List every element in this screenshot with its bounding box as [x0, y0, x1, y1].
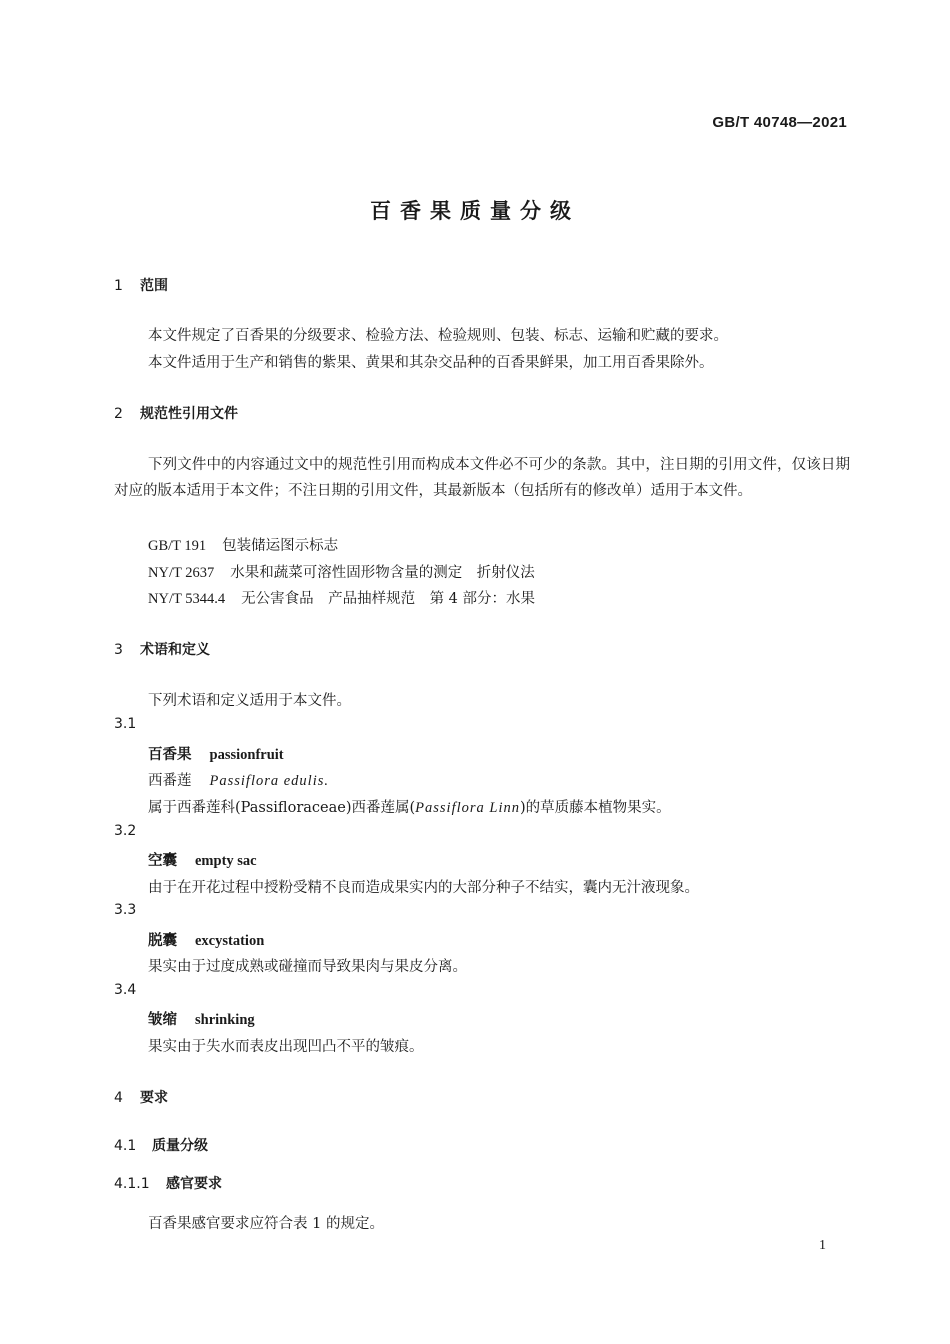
section-4-heading — [114, 1087, 168, 1107]
section-title: 术语和定义 — [140, 642, 210, 658]
clause-number: 3.3 — [114, 902, 137, 918]
term-en: shrinking — [195, 1012, 255, 1028]
term-definition: 果实由于过度成熟或碰撞而导致果肉与果皮分离。 — [148, 959, 467, 975]
definition-part: 属于西番莲科(Passifloraceae)西番莲属( — [148, 800, 416, 816]
definition-latin: Passiflora Linn — [415, 800, 520, 816]
section-1-heading — [114, 275, 168, 295]
term-zh: 脱囊 — [148, 933, 177, 949]
paragraph: 百香果感官要求应符合表 1 的规定。 — [148, 1216, 384, 1232]
term-definition: 果实由于失水而表皮出现凹凸不平的皱痕。 — [148, 1039, 424, 1055]
term-definition: 由于在开花过程中授粉受精不良而造成果实内的大部分种子不结实，囊内无汁液现象。 — [148, 880, 699, 896]
reference-item — [148, 587, 535, 608]
term-definition — [148, 796, 671, 817]
section-title: 感官要求 — [166, 1176, 222, 1192]
page-number: 1 — [819, 1238, 826, 1253]
term-en: passionfruit — [209, 747, 284, 763]
section-3-heading — [114, 639, 210, 659]
reference-title: 包装储运图示标志 — [222, 538, 339, 554]
reference-title: 无公害食品 产品抽样规范 第 4 部分：水果 — [241, 591, 536, 607]
section-title: 规范性引用文件 — [140, 406, 238, 422]
document-title: 百香果质量分级 — [370, 199, 580, 223]
alias-latin: Passiflora edulis. — [209, 773, 330, 789]
section-number: 4.1.1 — [114, 1176, 150, 1192]
reference-item — [148, 534, 338, 555]
section-title: 质量分级 — [152, 1138, 208, 1154]
subsection-4-1-heading — [114, 1135, 208, 1155]
paragraph: 下列术语和定义适用于本文件。 — [148, 693, 351, 709]
term-zh: 百香果 — [148, 747, 192, 763]
section-title: 要求 — [140, 1090, 168, 1106]
definition-part: )的草质藤本植物果实。 — [520, 800, 671, 816]
section-number: 4 — [114, 1090, 123, 1106]
section-number: 2 — [114, 406, 123, 422]
paragraph: 下列文件中的内容通过文中的规范性引用而构成本文件必不可少的条款。其中，注日期的引用文件，仅该日期对应的版本适用于本文件；不注日期的引用文件，其最新版本（包括所有的修改单）适用于本文件。 — [114, 457, 850, 499]
term-entry — [148, 929, 264, 950]
standard-number: GB/T 40748—2021 — [712, 114, 847, 131]
reference-code: GB/T 191 — [148, 538, 207, 554]
reference-item — [148, 561, 535, 582]
section-number: 4.1 — [114, 1138, 137, 1154]
term-en: empty sac — [195, 853, 257, 869]
subsection-4-1-1-heading — [114, 1173, 222, 1193]
alias-zh: 西番莲 — [148, 773, 192, 789]
term-entry — [148, 743, 284, 764]
reference-code: NY/T 5344.4 — [148, 591, 226, 607]
paragraph: 本文件适用于生产和销售的紫果、黄果和其杂交品种的百香果鲜果，加工用百香果除外。 — [148, 355, 714, 371]
term-alias — [148, 769, 329, 790]
section-title: 范围 — [140, 278, 168, 294]
clause-number: 3.4 — [114, 982, 137, 998]
paragraph: 本文件规定了百香果的分级要求、检验方法、检验规则、包装、标志、运输和贮藏的要求。 — [148, 328, 728, 344]
term-entry — [148, 1008, 255, 1029]
term-zh: 皱缩 — [148, 1012, 177, 1028]
reference-code: NY/T 2637 — [148, 565, 215, 581]
term-en: excystation — [195, 933, 265, 949]
section-number: 1 — [114, 278, 123, 294]
term-zh: 空囊 — [148, 853, 177, 869]
term-entry — [148, 849, 257, 870]
reference-title: 水果和蔬菜可溶性固形物含量的测定 折射仪法 — [230, 565, 535, 581]
section-number: 3 — [114, 642, 123, 658]
clause-number: 3.2 — [114, 823, 137, 839]
clause-number: 3.1 — [114, 716, 137, 732]
section-2-heading — [114, 403, 238, 423]
